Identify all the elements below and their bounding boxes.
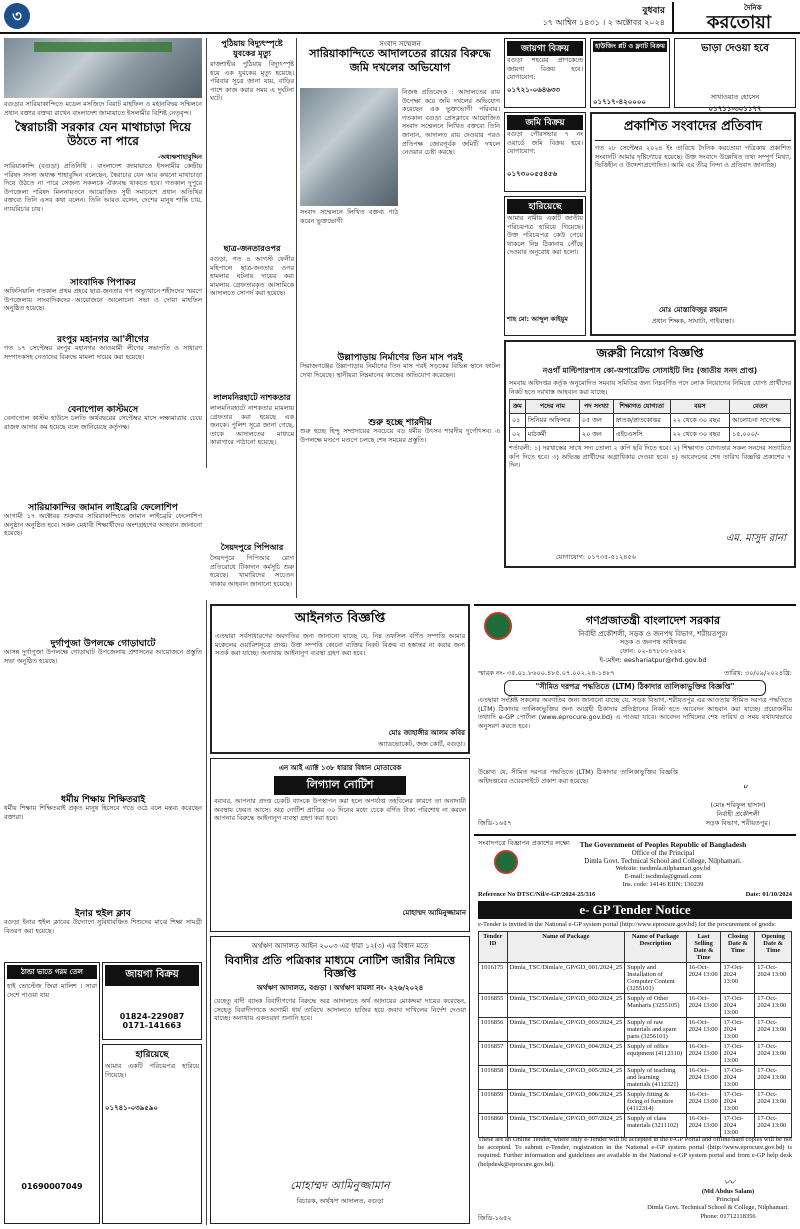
byline: -অধ্যক্ষশাহাবুদ্দিন [157,153,202,161]
article-body: আগামী ১৭ অক্টোবর শুক্রবার সারিয়াকান্দিতে জামান লাইব্রেরি ফেলোশিপ অনুষ্ঠান অনুষ্ঠিত হবে। সকল মেধাবী শিক্ষার্থীদের অংশগ্রহণের আহবান জানানো হয়েছে। [4,512,202,538]
recruitment-table-cell: আলোচনা সাপেক্ষে [730,414,791,428]
recruitment-table-cell: ২২ থেকে ৩০ বছর [670,428,730,442]
ad-body: বগুড়া শহরের প্রাণকেন্দ্রে জায়গা বিক্রয় হবে। যোগাযোগ: [507,56,583,82]
legal-notice [210,604,470,754]
ad-title: জায়গা বিক্রয় [105,965,199,986]
recruitment-phone: যোগাযোগ: ০১৭৩৫-৫১২৪৫৬ [556,553,636,561]
tender-table-cell: Dimla_TSC/Dimla/e_GP/GD_005/2024_25 [507,1066,625,1090]
tender-table-cell: 17-Oct-2024 13:00 [721,963,755,994]
rebuttal-notice [590,112,796,336]
tender-table-cell: Supply and Installation of Computer Content (3255101) [625,963,687,994]
tender-table-row [479,1018,792,1042]
ad-phone: 01690007049 [21,1182,83,1191]
tender-table-row [479,1114,792,1138]
recruitment-table [509,399,791,442]
recruitment-table-cell: ০৫ জন [579,414,613,428]
lead-headline: সারিয়াকান্দিতে আদালতের রায়ের বিরুদ্ধে জমি দখলের অভিযোগ [309,47,491,74]
court-notice-signer: মোহাম্মদ আমিনুজ্জামান [402,909,466,917]
tender-table-cell: 16-Oct-2024 13:00 [686,1018,721,1042]
tender-table-cell: 1016859 [479,1090,508,1114]
masthead-date: ১৭ আশ্বিন ১৪৩১ । ২ অক্টোবর ২০২৪ [542,18,665,27]
tender-table-cell: 16-Oct-2024 13:00 [686,1114,721,1138]
tender-signature: 〰 [723,1176,735,1189]
tender-table-cell: 1016858 [479,1066,508,1090]
recruitment-table-cell: এইচএসসি [613,428,670,442]
tender-table-row [479,1042,792,1066]
summons-notice [210,936,470,1224]
masthead-name-box [672,2,798,32]
article-body: বগুড়া, গত ৪ আগস্ট ফেনীর মহিপালে ছাত্র-জনতার ওপর হামলার ঘটনায় দায়ের করা মামলায় গ্রেফতারকৃত আসামিকে আদালতে সোপর্দ করা হয়েছে। [210,255,294,298]
rebuttal-body: গত ২৮ সেপ্টেম্বর ২০২৪ ইং তারিখে দৈনিক করতোয়া পত্রিকায় প্রকাশিত সংবাদটি আমার দৃষ্টিগোচর হয়েছে। উক্ত সংবাদে উল্লেখিত তথ্য সম্পূর্ণ মিথ্যা, ভিত্তিহীন ও উদ্দেশ্যপ্রণোদিত। আমি এর তীব্র নিন্দা ও প্রতিবাদ জানাচ্ছি। [595,144,791,170]
summons-title: বিবাদীর প্রতি পত্রিকার মাধ্যমে নোটিশ জারীর নিমিত্তে বিজ্ঞপ্তি [224,954,456,980]
recruitment-table-header-cell: পদ সংখ্যা [579,400,613,414]
recruitment-table-header-cell: শিক্ষাগত যোগ্যতা [613,400,670,414]
ad-title: ভাড়া দেওয়া হবে [701,43,769,54]
ad-lost [504,196,586,336]
subhead: বেনাপোল কাস্টমসে [67,405,139,415]
tender-table-cell: 17-Oct-2024 13:00 [755,963,792,994]
headline: স্বৈরাচারী সরকার যেন মাথাচাড়া দিয়ে উঠতে না পারে [15,120,191,148]
govt-sign-place: সড়ক বিভাগ, শরীয়তপুর। [705,819,771,827]
court-notice-ref: এন আই এ্যাক্ট ১৩৮ ধারার বিধান মোতাবেক [278,764,402,772]
tender-table-cell: Supply of teaching and learning materials (4112321) [625,1066,687,1090]
headline: শুরু হচ্ছে শারদীয় [368,418,432,428]
ad-housing [590,38,670,108]
tender-table-cell: Supply of office equipment (4112310) [625,1042,687,1066]
article-body: অফিসিয়ালি গতকাল প্রথম প্রহরে ছাত্র-জনতার গণ অভ্যুত্থানে শহীদদের স্মরণে উপজেলায় সাংবাদিকদের আয়োজনে আলোচনা সভা ও দোয়া মাহফিল অনুষ্ঠিত হয়েছে। [4,287,202,313]
govt-sign-name: (মোঃ শরিফুল হাসান) [710,801,766,809]
recruitment-table-cell: ১৫,০০০/- [730,428,791,442]
tender-table-cell: 17-Oct-2024 13:00 [721,1114,755,1138]
news-photo [300,88,398,206]
tender-table-cell: 16-Oct-2024 13:00 [686,1090,721,1114]
legal-notice-signer: মোঃ জাহাঙ্গীর আলম কবির [388,729,465,737]
ad-signer: শাহ মো: আব্দুল কাইয়ুম [507,315,568,323]
article-body: সিরাজগঞ্জের উল্লাপাড়ায় নির্মাণের তিন মাস পরই সড়কের বিভিন্ন স্থানে ফাটল দেখা দিয়েছে। স্থানীয়রা নিম্নমানের কাজের অভিযোগ করেছেন। [300,362,500,379]
tender-ref: Reference No DTSC/Nil/e-GP/2024-25/316 [478,891,596,898]
tender-sign-inst: Dimla Govt. Technical School & College, Nilphamari. [647,1204,789,1211]
ad-title: হারিয়েছে [507,199,583,214]
govt-emblem [484,612,512,640]
ad-title: জমি বিক্রয় [507,115,583,130]
tender-table-row [479,1066,792,1090]
tender-inst: Dimla Govt. Technical School and College, Nilphamari. [584,857,742,865]
ad-body: হাই ভোল্টেজ জিরা মালিশ । সারা দেশে পাওয়া যায় [7,982,97,999]
ad-title: হারিয়েছে [135,1050,169,1060]
tender-table-cell: 17-Oct-2024 13:00 [755,1114,792,1138]
subhead: ধর্মীয় শিক্ষায় শিক্ষিতরাই [60,795,146,805]
tender-table-cell: Dimla_TSC/Dimla/e_GP/GD_007/2024_25 [507,1114,625,1138]
tender-table-header-cell: Tender ID [479,932,508,963]
tender-web: Website: tsedimla.nilphamari.gov.bd [615,865,711,872]
summons-court: অর্থঋণ আদালত, বগুড়া । অর্থঋণ মামলা নং- ২২৬/২০২৪ [256,984,424,992]
headline: ছাত্র-জনতারওপর [223,243,281,253]
ad-title: ঠান্ডা ভাতে গরম তেল [7,965,97,979]
recruitment-signature: এম. মাসুদ রানা [725,533,786,544]
ad-phone: 01824-229087 [119,1012,185,1021]
tender-intro: e-Tender is invited in the National e-GP system portal (http://www.eprocure.gov.bd) for the procurement of goods: [478,921,776,928]
recruitment-banner: জরুরী নিয়োগ বিজ্ঞপ্তি [596,346,704,360]
govt-sign-desig: নির্বাহী প্রকৌশলী [716,810,760,818]
article-body: নিজস্ব প্রতিবেদক : আদালতের রায় উপেক্ষা করে জমি দখলের অভিযোগ করেছেন এক ভুক্তভোগী পরিবার। গতকাল বগুড়া প্রেসক্লাবে আয়োজিত সংবাদ সম্মেলনে লিখিত বক্তব্যে তিনি জানান, আদালত রায় দেওয়ার পরও প্রতিপক্ষ জোরপূর্বক জমিটি দখলে নেওয়ার চেষ্টা করছে। [402,88,500,157]
govt-note: উল্লেখ্য যে, সীমিত দরপত্র পদ্ধতিতে (LTM) ঠিকাদার তালিকাভুক্তির বিজ্ঞপ্তি অধিদপ্তরের ওয়েবসাইটে প্রকাশ করা হয়েছে। [478,768,678,785]
kicker: সংবাদ সম্মেলন [379,40,421,48]
recruitment-table-cell: স্নাতক/স্নাতকোত্তর [613,414,670,428]
article-body: বগুড়া ইনার হুইল ক্লাবের উদ্যোগে সুবিধাবঞ্চিত শিশুদের মাঝে শিক্ষা সামগ্রী বিতরণ করা হয়েছে। [4,918,202,935]
tender-sign-phone: Phone: 01712118356 [700,1213,756,1220]
recruitment-terms: শর্তাবলী: ১) দরখাস্তের সাথে সদ্য তোলা ২ কপি ছবি দিতে হবে। ২) শিক্ষাগত যোগ্যতার সকল সনদের সত্যায়িত কপি দিতে হবে। ৩) অভিজ্ঞ প্রার্থীদের অগ্রাধিকার দেওয়া হবে। ৪) আবেদনের শেষ তারিখ বিজ্ঞপ্তি প্রকাশের ৭ দিন। [509,444,791,470]
tender-table-cell: 1016175 [479,963,508,994]
tender-table-cell: 17-Oct-2024 13:00 [755,1042,792,1066]
tender-emblem [494,850,518,874]
recruitment-table-header-cell: বয়স [670,400,730,414]
recruitment-table-header-cell: ক্রম [510,400,526,414]
masthead-name-small: দৈনিক [744,4,762,12]
govt-ref: জিডি-১৬৫৭ [478,819,512,827]
tender-table-cell: 17-Oct-2024 13:00 [721,994,755,1018]
ad-phone: ০১৭৪১-০৩৯৫৯০ [105,1104,158,1112]
recruitment-table-cell: ০১ [510,414,526,428]
tender-table-header-cell: Closing Date & Time [721,932,755,963]
recruitment-intro: সমবায় অধিদপ্তর কর্তৃক অনুমোদিত সমবায় সমিতির জন্য নিম্নবর্ণিত পদে লোক নিয়োগের নিমিত্তে যোগ্য প্রার্থীদের নিকট হতে দরখাস্ত আহবান করা যাচ্ছে। [509,379,791,396]
ad-land-sale [504,38,586,108]
recruitment-table-cell: ২২ থেকে ৩০ বছর [670,414,730,428]
court-notice-body: বরাবর, আপনার প্রদত্ত চেকটি ব্যাংকে উপস্থাপন করা হলে অপর্যাপ্ত তহবিলের কারণে তা অনাদায়ী অবস্থায় ফেরত আসে। অত্র নোটিশ প্রাপ্তির ৩০ দিনের মধ্যে চেকে বর্ণিত টাকা পরিশোধ না করলে আপনার বিরুদ্ধে আইনানুগ ব্যবস্থা গ্রহণ করা হবে। [214,797,466,823]
govt-office: নির্বাহী প্রকৌশলী, সড়ক ও জনপথ বিভাগ, শরীয়তপুর। [578,630,728,638]
tender-sign-name: (Md Abdus Salam) [701,1188,755,1195]
article-body: সৈয়দপুরে পিপিআর রোগ প্রতিরোধে টিকাদান কর্মসূচি শুরু হয়েছে। খামারিদের সচেতন থাকার আহবান জানানো হয়েছে। [210,554,294,588]
headline: সৈয়দপুরে পিপিআর [220,542,284,552]
recruitment-table-cell: মাঠকর্মী [525,428,579,442]
tender-table-row [479,994,792,1018]
ad-contact: সাখাওয়াত হোসেন [710,93,760,101]
summons-designation: বিচারক, অর্থঋণ আদালত, বগুড়া [296,1197,384,1205]
legal-notice-designation: অ্যাডভোকেট, জজ কোর্ট, বগুড়া। [377,740,465,748]
recruitment-table-cell: ০২ [510,428,526,442]
tender-table-cell: 17-Oct-2024 13:00 [721,1018,755,1042]
tender-table-cell: 1016860 [479,1114,508,1138]
tender-table-wrap [478,931,792,1136]
legal-notice-body: এতদ্বারা সর্বসাধারণের অবগতির জন্য জানানো যাচ্ছে যে, নিম্ন তফসিল বর্ণিত সম্পত্তি আমার মক্কেলের ওয়ারিশসূত্রে প্রাপ্ত। উক্ত সম্পত্তি কোনো ব্যক্তির নিকট বিক্রয় বা হস্তান্তর না করার জন্য সতর্ক করা যাচ্ছে। অন্যথায় আইনানুগ ব্যবস্থা গ্রহণ করা হবে। [215,632,465,658]
masthead-name: করতোয়া [706,12,772,33]
govt-sub: সড়ক ও জনপথ অধিদপ্তর [619,638,687,646]
govt-signature: ᐡ [741,782,747,796]
article-body: ধর্মীয় শিক্ষায় শিক্ষিতরাই প্রকৃত মানুষ হিসেবে গড়ে ওঠে বলে মন্তব্য করেছেন বক্তারা। [4,804,202,821]
ad-lost [102,1044,202,1224]
rebuttal-designation: প্রধান শিক্ষক, সাঘাটা, গাইবান্ধা। [651,317,734,325]
govt-memo-date: তারিখ: ৩০/০৯/২০২৪খ্রি: [724,669,792,677]
photo-caption: বগুড়ার সারিয়াকান্দিতে মডেল মসজিদে বিরাট মাহফিল ও মহানবিদ্বয় সম্মিলনে প্রধান বক্তার বক্তব্য রাখেন বাংলাদেশ জামায়াতে ইসলামীর বিশিষ্ট নেতৃবৃন্দ। [4,100,202,117]
article-body: বেনাপোল কাস্টম হাউসে চলতি অর্থবছরের সেপ্টেম্বর মাসে লক্ষ্যমাত্রার চেয়ে রাজস্ব আদায় কম হয়েছে বলে জানিয়েছে কর্তৃপক্ষ। [4,414,202,431]
tender-ref-code: জিডি-১৬৫২ [478,1214,512,1222]
headline: লালমনিরহাটে নাশকতার [213,392,291,402]
recruitment-table-row [510,414,791,428]
article-body: গত ১৭ সেপ্টেম্বর রংপুর মহানগর আওয়ামী লীগের সভাপতি ও সাধারণ সম্পাদকসহ নেতাদের বিরুদ্ধে মামলা দায়ের করা হয়েছে। [4,344,202,361]
subhead: ইনার হুইল ক্লাব [75,909,131,919]
court-notice-banner: লিগ্যাল নোটিশ [274,776,406,795]
ad-phone: ০১৭২১-০৬৪৬৩৩ [507,86,560,94]
recruitment-notice [504,340,796,568]
tender-table-cell: 17-Oct-2024 13:00 [755,1090,792,1114]
column-rule [296,38,297,598]
tender-date: Date: 01/10/2024 [745,891,792,898]
tender-table-cell: Supply of class materials (3211102) [625,1114,687,1138]
tender-table-cell: Dimla_TSC/Dimla/e_GP/GD_001/2024_25 [507,963,625,994]
tender-table-cell: Supply of Other Manharis (3255105) [625,994,687,1018]
tender-table-header-cell: Last Selling Date & Time [686,932,721,963]
tender-table-cell: 16-Oct-2024 13:00 [686,994,721,1018]
govt-subject: "সীমিত দরপত্র পদ্ধতিতে (LTM) ঠিকাদার তালিকাভুক্তির বিজ্ঞপ্তি" [504,680,766,696]
tender-table-cell: 17-Oct-2024 13:00 [721,1042,755,1066]
ad-land-sale [102,962,202,1040]
news-photo [4,38,202,98]
recruitment-table-row [510,428,791,442]
tender-table-header-cell: Name of Package Description [625,932,687,963]
tender-table-cell: 1016855 [479,994,508,1018]
article-body: আসন্ন দুর্গাপুজা উপলক্ষে গোড়াঘাট উপজেলায় প্রশাসনের আয়োজনে প্রস্তুতি সভা অনুষ্ঠিত হয়েছে। [4,648,202,665]
tender-table-cell: Dimla_TSC/Dimla/e_GP/GD_002/2024_25 [507,994,625,1018]
summons-signature: মোহাম্মদ আমিনুজ্জামান [290,1179,390,1192]
tender-table-cell: 17-Oct-2024 13:00 [755,1018,792,1042]
tender-table [478,931,792,1138]
tender-table-cell: 16-Oct-2024 13:00 [686,1066,721,1090]
ad-body: আমার একটি পরিচয়পত্র হারিয়ে গিয়েছে। [105,1062,199,1079]
tender-table-cell: 1016857 [479,1042,508,1066]
tender-table-cell: 17-Oct-2024 13:00 [721,1090,755,1114]
tender-email: E-mail: tscdimla@gmail.com [624,873,702,880]
tender-table-cell: 16-Oct-2024 13:00 [686,963,721,994]
subhead: সারিয়াকান্দির জামান লাইব্রেরি ফেলোশিপ [28,503,178,513]
ad-body: বগুড়া পৌরসভার ৭ নং ওয়ার্ডে জমি বিক্রয় হবে। যোগাযোগ: [507,130,583,156]
tender-table-cell: Supply fitting & fixing of furniture (4112314) [625,1090,687,1114]
article-body: সারিয়াকান্দি (বগুড়া) প্রতিনিধি : বাংলাদেশ জামায়াতে ইসলামীর কেন্দ্রীয় পরিষদ সদস্য অধ্যক্ষ শাহাবুদ্দিন বলেছেন, স্বৈরাচার যেন আর কখনো মাথাচাড়া দিয়ে উঠতে না পারে সেজন্য সকলকে ঐক্যবদ্ধ থাকতে হবে। গতকাল দুপুরে উপজেলা পরিষদ মিলনায়তনে আয়োজিত সুধী সমাবেশে প্রধান অতিথির বক্তব্যে তিনি এসব কথা বলেন। তিনি আরও বলেন, দেশের মানুষ শান্তি চায়, ন্যায়বিচার চায়। [4,162,202,213]
tender-sign-desig: Principal [716,1196,740,1203]
government-notice [474,604,796,830]
photo-caption: সংবাদ সম্মেলনে লিখিত বক্তব্য পাঠ করেন ভুক্তভোগী [300,208,398,225]
govt-phone: ফোন: ০২-৪৭৮৮৮২৬৪২ [619,647,687,655]
column-rule [206,38,207,468]
masthead [0,0,800,34]
recruitment-table-cell: ২০ জন [579,428,613,442]
govt-memo: স্মারক নং- ৩৫.০১.৮৬০০.৪৮৫.০৭.০০২.২৪-১৪৮৭ [478,669,615,677]
tender-table-cell: 17-Oct-2024 13:00 [755,1066,792,1090]
court-notice [210,758,470,932]
tender-table-cell: Dimla_TSC/Dimla/e_GP/GD_006/2024_25 [507,1090,625,1114]
article-body: লালমনিরহাটে নাশকতার মামলায় গ্রেফতার করা হয়েছে এক জনকে। পুলিশ সূত্রে জানা গেছে, তাকে আদালতের মাধ্যমে কারাগারে পাঠানো হয়েছে। [210,404,294,447]
ad-phone: ০১৭১১-৩০১১৭৭ [708,105,762,113]
ad-body: আমার নামীয় একটি জাতীয় পরিচয়পত্র হারিয়ে গিয়েছে। উক্ত পরিচয়পত্র কেউ পেয়ে থাকলে নিম্ন ঠিকানায় পৌঁছে দেওয়ার অনুরোধ করা হলো। [507,214,583,257]
tender-gov: The Government of Peoples Republic of Bangladesh [579,840,747,849]
recruitment-table-cell: সিনিয়র অফিসার [525,414,579,428]
tender-table-cell: Dimla_TSC/Dimla/e_GP/GD_004/2024_25 [507,1042,625,1066]
masthead-day: বুধবার [642,6,665,16]
tender-table-cell: 1016856 [479,1018,508,1042]
rebuttal-signer: মোঃ মোস্তাফিজুর রহমান [658,306,728,314]
recruitment-org: নওগাঁ মাল্টিপারপাস কো-অপারেটিভ সোসাইটি লিঃ (জাতীয় সনদ প্রাপ্ত) [542,366,758,375]
tender-table-row [479,963,792,994]
headline: পুঠিয়ায় বিদ্যুৎস্পৃষ্টে যুবকের মৃত্যু [221,38,283,58]
banner-in-photo [34,42,172,52]
tender-title: e- GP Tender Notice [478,901,792,919]
summons-ref: অর্থঋণ আদালত আইন ২০০৩ এর ধারা ১২(৩) এর বিধান মতে [251,942,429,950]
tender-header-note: সংবাদপত্রে বিজ্ঞাপন প্রকাশের লক্ষ্যে [478,839,570,847]
ad-thanda-bhat [4,962,100,1224]
recruitment-table-header-cell: পদের নাম [525,400,579,414]
tender-table-cell: 17-Oct-2024 13:00 [721,1066,755,1090]
ad-phone: 0171-141663 [122,1021,182,1030]
tender-table-header-cell: Opening Date & Time [755,932,792,963]
tender-table-cell: 16-Oct-2024 13:00 [686,1042,721,1066]
tender-table-cell: Dimla_TSC/Dimla/e_GP/GD_003/2024_25 [507,1018,625,1042]
headline: উল্লাপাড়ায় নির্মাণের তিন মাস পরই [337,353,463,363]
summons-body: যেহেতু বাদী ব্যাংক বিবাদীগণের বিরুদ্ধে অত্র আদালতে অর্থ আদায়ের মোকদ্দমা দায়ের করেছেন, সেহেতু বিবাদীগণকে আগামী ধার্য তারিখে আদালতে হাজির হয়ে জবাব দাখিলের নির্দেশ দেওয়া যাচ্ছে। অন্যথায় একতরফা শুনানি হবে। [214,997,466,1023]
page-number: ৩ [4,3,30,29]
tender-table-cell: Supply of raw materials and spare parts (3256101) [625,1018,687,1042]
tender-notice [474,834,796,1226]
ad-title: হাউজিং প্লট ও ফ্ল্যাট বিক্রয় [593,41,667,52]
govt-body: এতদ্বারা সংশ্লিষ্ট সকলের অবগতির জন্য জানানো যাচ্ছে যে, সড়ক বিভাগ, শরীয়তপুর এর আওতায় সীমিত দরপত্র পদ্ধতিতে (LTM) ঠিকাদার তালিকাভুক্তির জন্য আগ্রহী ঠিকাদার প্রতিষ্ঠানের নিকট হতে আবেদন আহবান করা যাচ্ছে। প্রয়োজনীয় তথ্যাদি e-GP পোর্টাল (www.eprocure.gov.bd) এ পাওয়া যাবে। আবেদন দাখিলের শেষ তারিখ ও সময় যথাযথভাবে অনুসরণ করতে হবে। [478,696,792,730]
ad-phone: ০১৭১৭-৪২০০০০ [593,98,646,106]
tender-table-header-cell: Name of Package [507,932,625,963]
tender-footer: These are an Online Tender, where only e-Tender will be accepted in the e-GP Portal and offline/hard copies will be not be accepted. To submit e-Tender, registration in the National e-GP system portal (http://www.eprocure.gov.bd) is required. Further information and guidelines are available in the National e-GP system portal and from e-GP help desk (helpdesk@eprocure.gov.bd). [478,1136,792,1168]
subhead: সাংবাদিক পিপাকর [70,278,136,288]
column-rule [206,600,207,1225]
legal-notice-title: আইনগত বিজ্ঞপ্তি [294,611,386,626]
recruitment-table-header-cell: বেতন [730,400,791,414]
tender-office: Office of the Principal [631,849,695,857]
ad-land-sale [504,112,586,192]
govt-email: ই-মেইল: eeshariatpur@rhd.gov.bd [599,656,707,664]
article-body: রাজশাহীর পুঠিয়ায় বিদ্যুৎস্পৃষ্ট হয়ে এক যুবকের মৃত্যু হয়েছে। পরিবার সূত্রে জানা যায়, বাড়ির পাশে কাজ করার সময় এ দুর্ঘটনা ঘটে। [210,60,294,103]
ad-title: জায়গা বিক্রয় [507,41,583,56]
subhead: দুর্গাপুজা উপলক্ষে গোড়াঘাটে [50,639,156,649]
ad-rent [674,38,796,113]
tender-table-row [479,1090,792,1114]
rebuttal-title: প্রকাশিত সংবাদের প্রতিবাদ [595,117,791,141]
subhead: রংপুর মহানগর আ'লীগের [57,335,149,345]
tender-table-cell: 17-Oct-2024 13:00 [755,994,792,1018]
ad-phone: ০১৭৩০০৫৫৪৫৬ [507,170,558,178]
tender-code: Ins. code: 14146 EIIN: 130239 [622,881,704,888]
govt-title: গণপ্রজাতন্ত্রী বাংলাদেশ সরকার [585,614,721,627]
article-body: শুরু হচ্ছে হিন্দু সম্প্রদায়ের সবচেয়ে বড় ধর্মীয় উৎসব শারদীয় দুর্গোৎসব। এ উপলক্ষে মণ্ডপে মণ্ডপে চলছে শেষ সময়ের প্রস্তুতি। [300,427,500,444]
